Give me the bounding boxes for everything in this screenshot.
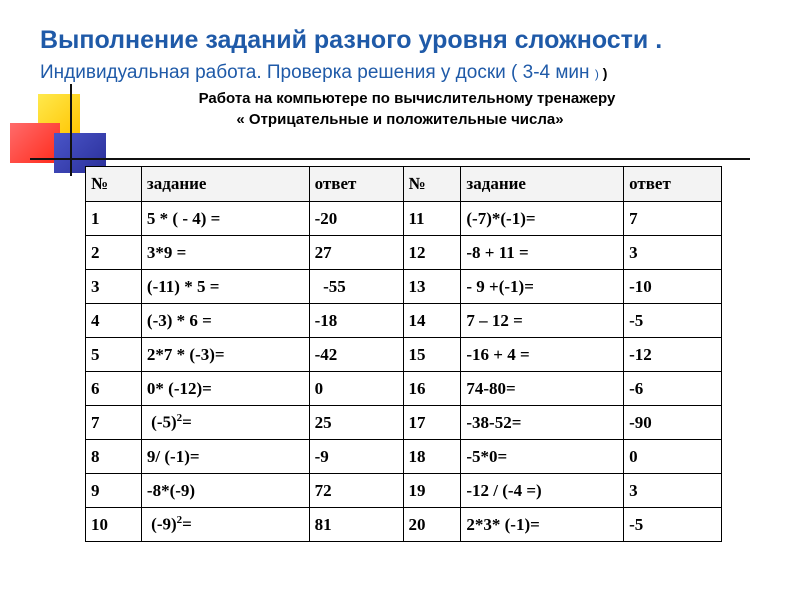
task-tail: =	[182, 514, 192, 534]
task-cell: -38-52=	[461, 406, 624, 440]
task-number-cell: 7	[86, 406, 142, 440]
slide-title: Выполнение заданий разного уровня сложности .	[40, 26, 663, 54]
task-cell: 2*3* (-1)=	[461, 508, 624, 542]
task-number-cell: 14	[403, 304, 461, 338]
topic-line: « Отрицательные и положительные числа»	[236, 111, 564, 128]
task-base: (-5)	[146, 412, 177, 432]
header-cell: задание	[141, 167, 309, 202]
answer-cell: 0	[309, 372, 403, 406]
task-number-cell: 8	[86, 440, 142, 474]
answer-cell: -5	[624, 508, 722, 542]
answer-cell: -10	[624, 270, 722, 304]
answer-cell: 3	[624, 236, 722, 270]
computer-work-line: Работа на компьютере по вычислительному тренажеру	[198, 90, 616, 107]
task-number-cell: 15	[403, 338, 461, 372]
answer-cell: 0	[624, 440, 722, 474]
task-cell: (-11) * 5 =	[141, 270, 309, 304]
answer-cell: 25	[309, 406, 403, 440]
task-cell: 7 – 12 =	[461, 304, 624, 338]
decor-vertical-line	[70, 84, 72, 176]
task-cell: (-7)*(-1)=	[461, 202, 624, 236]
task-number-cell: 1	[86, 202, 142, 236]
task-number-cell: 11	[403, 202, 461, 236]
task-base: (-9)	[146, 514, 177, 534]
table-row	[86, 338, 722, 372]
table-row	[86, 270, 722, 304]
answer-cell: 3	[624, 474, 722, 508]
task-number-cell: 17	[403, 406, 461, 440]
task-cell: 9/ (-1)=	[141, 440, 309, 474]
decor-red-square	[10, 123, 60, 163]
header-cell: задание	[461, 167, 624, 202]
task-number-cell: 6	[86, 372, 142, 406]
answer-cell: -42	[309, 338, 403, 372]
task-tail: =	[182, 412, 192, 432]
task-cell: -16 + 4 =	[461, 338, 624, 372]
task-cell: -5*0=	[461, 440, 624, 474]
header-cell: №	[86, 167, 142, 202]
task-cell: 2*7 * (-3)=	[141, 338, 309, 372]
task-cell: 5 * ( - 4) =	[141, 202, 309, 236]
task-cell: -8*(-9)	[141, 474, 309, 508]
table-row	[86, 474, 722, 508]
table-row	[86, 508, 722, 542]
task-number-cell: 16	[403, 372, 461, 406]
subtitle-text: Индивидуальная работа. Проверка решения у доски ( 3-4 мин	[40, 62, 595, 83]
task-number-cell: 12	[403, 236, 461, 270]
task-number-cell: 3	[86, 270, 142, 304]
answer-cell: -6	[624, 372, 722, 406]
slide-subtitle	[40, 62, 607, 84]
task-number-cell: 9	[86, 474, 142, 508]
table-header-row	[86, 167, 722, 202]
task-cell	[141, 406, 309, 440]
subtitle-small-paren: )	[594, 67, 599, 81]
task-number-cell: 20	[403, 508, 461, 542]
answer-cell: 7	[624, 202, 722, 236]
task-number-cell: 10	[86, 508, 142, 542]
task-number-cell: 5	[86, 338, 142, 372]
task-cell: 0* (-12)=	[141, 372, 309, 406]
header-cell: ответ	[624, 167, 722, 202]
tasks-table	[85, 166, 722, 542]
table-row	[86, 304, 722, 338]
answer-cell: 81	[309, 508, 403, 542]
answer-cell: -20	[309, 202, 403, 236]
task-cell: (-3) * 6 =	[141, 304, 309, 338]
task-cell: 74-80=	[461, 372, 624, 406]
answer-cell: -90	[624, 406, 722, 440]
table-row	[86, 406, 722, 440]
subtitle-close-paren: )	[598, 65, 608, 81]
answer-cell: 27	[309, 236, 403, 270]
task-number-cell: 19	[403, 474, 461, 508]
decor-horizontal-line	[30, 158, 750, 160]
answer-cell: 72	[309, 474, 403, 508]
task-cell: -8 + 11 =	[461, 236, 624, 270]
task-cell: - 9 +(-1)=	[461, 270, 624, 304]
answer-cell: -18	[309, 304, 403, 338]
task-cell: -12 / (-4 =)	[461, 474, 624, 508]
table-row	[86, 236, 722, 270]
task-exponent: 2	[176, 514, 183, 527]
task-cell	[141, 508, 309, 542]
task-cell: 3*9 =	[141, 236, 309, 270]
task-number-cell: 18	[403, 440, 461, 474]
answer-cell: -12	[624, 338, 722, 372]
header-cell: №	[403, 167, 461, 202]
table-row	[86, 202, 722, 236]
task-number-cell: 2	[86, 236, 142, 270]
answer-cell: -5	[624, 304, 722, 338]
table-row	[86, 372, 722, 406]
task-number-cell: 4	[86, 304, 142, 338]
task-number-cell: 13	[403, 270, 461, 304]
answer-cell: -55	[309, 270, 403, 304]
task-exponent: 2	[176, 412, 183, 425]
header-cell: ответ	[309, 167, 403, 202]
answer-cell: -9	[309, 440, 403, 474]
table-row	[86, 440, 722, 474]
